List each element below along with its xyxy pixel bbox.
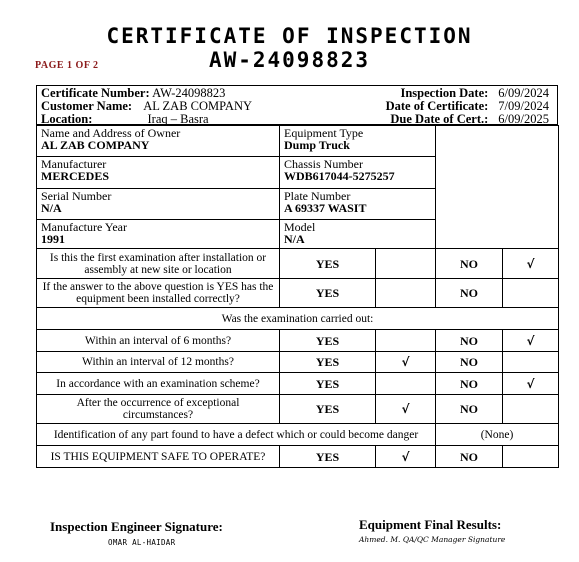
year-cell — [37, 220, 280, 249]
blank-cell — [436, 157, 559, 189]
yes-label: YES — [280, 249, 376, 279]
no-label: NO — [436, 279, 503, 308]
owner-cell — [37, 126, 280, 157]
question-6-months: Within an interval of 6 months? — [37, 330, 280, 352]
page-indicator: PAGE 1 OF 2 — [35, 60, 99, 71]
equipment-type-label: Equipment Type — [284, 126, 364, 140]
yes-check-cell — [376, 249, 436, 279]
yes-label: YES — [280, 373, 376, 395]
question-defect-identification: Identification of any part found to have a defect which or could become danger — [37, 424, 436, 446]
manager-signature-name: Ahmed. M. QA/QC Manager Signature — [359, 535, 506, 544]
examination-carried-out-heading: Was the examination carried out: — [37, 308, 559, 330]
due-date-label: Due Date of Cert.: — [390, 112, 489, 126]
final-results-label: Equipment Final Results: — [359, 517, 502, 532]
question-exceptional-circumstances: After the occurrence of exceptional circumstances? — [37, 395, 280, 424]
equipment-type-cell — [280, 126, 436, 157]
yes-label: YES — [280, 395, 376, 424]
cert-number-label: Certificate Number: — [41, 86, 150, 100]
no-check-cell — [503, 446, 559, 468]
cert-date-label: Date of Certificate: — [385, 99, 489, 113]
owner-label: Name and Address of Owner — [41, 126, 181, 140]
plate-label: Plate Number — [284, 189, 351, 203]
cert-date-value: 7/09/2024 — [498, 99, 549, 113]
year-label: Manufacture Year — [41, 220, 127, 234]
yes-check-mark: √ — [376, 395, 436, 424]
no-check-mark: √ — [503, 330, 559, 352]
certificate-number-title: AW-24098823 — [208, 48, 371, 72]
cert-number-value: AW-24098823 — [152, 86, 226, 100]
chassis-label: Chassis Number — [284, 157, 363, 171]
manufacturer-value: MERCEDES — [41, 169, 110, 183]
yes-check-cell — [376, 373, 436, 395]
table-row — [37, 395, 559, 424]
table-row — [37, 220, 559, 249]
due-date-value: 6/09/2025 — [498, 112, 549, 126]
yes-check-cell — [376, 279, 436, 308]
table-row — [37, 279, 559, 308]
no-label: NO — [436, 249, 503, 279]
serial-cell — [37, 189, 280, 220]
no-check-cell — [503, 279, 559, 308]
inspection-date-value: 6/09/2024 — [498, 86, 549, 100]
chassis-value: WDB617044-5275257 — [284, 169, 395, 183]
manufacturer-label: Manufacturer — [41, 157, 107, 171]
table-row — [37, 249, 559, 279]
location-value: Iraq – Basra — [147, 112, 209, 126]
table-row — [37, 373, 559, 395]
no-check-cell — [503, 352, 559, 373]
owner-value: AL ZAB COMPANY — [41, 138, 150, 152]
blank-cell — [436, 220, 559, 249]
question-12-months: Within an interval of 12 months? — [37, 352, 280, 373]
certificate-title: CERTIFICATE OF INSPECTION — [106, 24, 473, 48]
no-label: NO — [436, 330, 503, 352]
no-check-mark: √ — [503, 373, 559, 395]
blank-cell — [436, 126, 559, 157]
serial-value: N/A — [41, 201, 62, 215]
yes-check-mark: √ — [376, 352, 436, 373]
yes-label: YES — [280, 330, 376, 352]
location-label: Location: — [41, 112, 93, 126]
question-first-exam: Is this the first examination after installation or assembly at new site or location — [37, 249, 280, 279]
serial-label: Serial Number — [41, 189, 112, 203]
year-value: 1991 — [41, 232, 65, 246]
question-installed-correctly: If the answer to the above question is YES has the equipment been installed correctly? — [37, 279, 280, 308]
table-row — [37, 157, 559, 189]
no-label: NO — [436, 352, 503, 373]
table-row — [37, 126, 559, 157]
blank-cell — [436, 189, 559, 220]
engineer-name: OMAR AL-HAIDAR — [108, 538, 176, 547]
customer-name-value: AL ZAB COMPANY — [143, 99, 253, 113]
certificate-header-box — [36, 85, 558, 125]
table-row — [37, 189, 559, 220]
plate-value: A 69337 WASIT — [284, 201, 367, 215]
yes-label: YES — [280, 279, 376, 308]
yes-label: YES — [280, 352, 376, 373]
inspection-table — [36, 125, 559, 468]
yes-check-mark: √ — [376, 446, 436, 468]
engineer-signature-label: Inspection Engineer Signature: — [50, 519, 223, 534]
no-check-cell — [503, 395, 559, 424]
no-label: NO — [436, 446, 503, 468]
table-row — [37, 446, 559, 468]
no-label: NO — [436, 395, 503, 424]
model-label: Model — [284, 220, 316, 234]
equipment-type-value: Dump Truck — [284, 138, 350, 152]
yes-label: YES — [280, 446, 376, 468]
no-check-mark: √ — [503, 249, 559, 279]
customer-name-label: Customer Name: — [41, 99, 133, 113]
defect-answer: (None) — [436, 424, 559, 446]
model-value: N/A — [284, 232, 305, 246]
inspection-date-label: Inspection Date: — [400, 86, 489, 100]
question-examination-scheme: In accordance with an examination scheme? — [37, 373, 280, 395]
table-row — [37, 330, 559, 352]
table-row — [37, 352, 559, 373]
question-safe-to-operate: IS THIS EQUIPMENT SAFE TO OPERATE? — [37, 446, 280, 468]
table-row — [37, 308, 559, 330]
manufacturer-cell — [37, 157, 280, 189]
table-row — [37, 424, 559, 446]
plate-cell — [280, 189, 436, 220]
chassis-cell — [280, 157, 436, 189]
yes-check-cell — [376, 330, 436, 352]
model-cell — [280, 220, 436, 249]
no-label: NO — [436, 373, 503, 395]
